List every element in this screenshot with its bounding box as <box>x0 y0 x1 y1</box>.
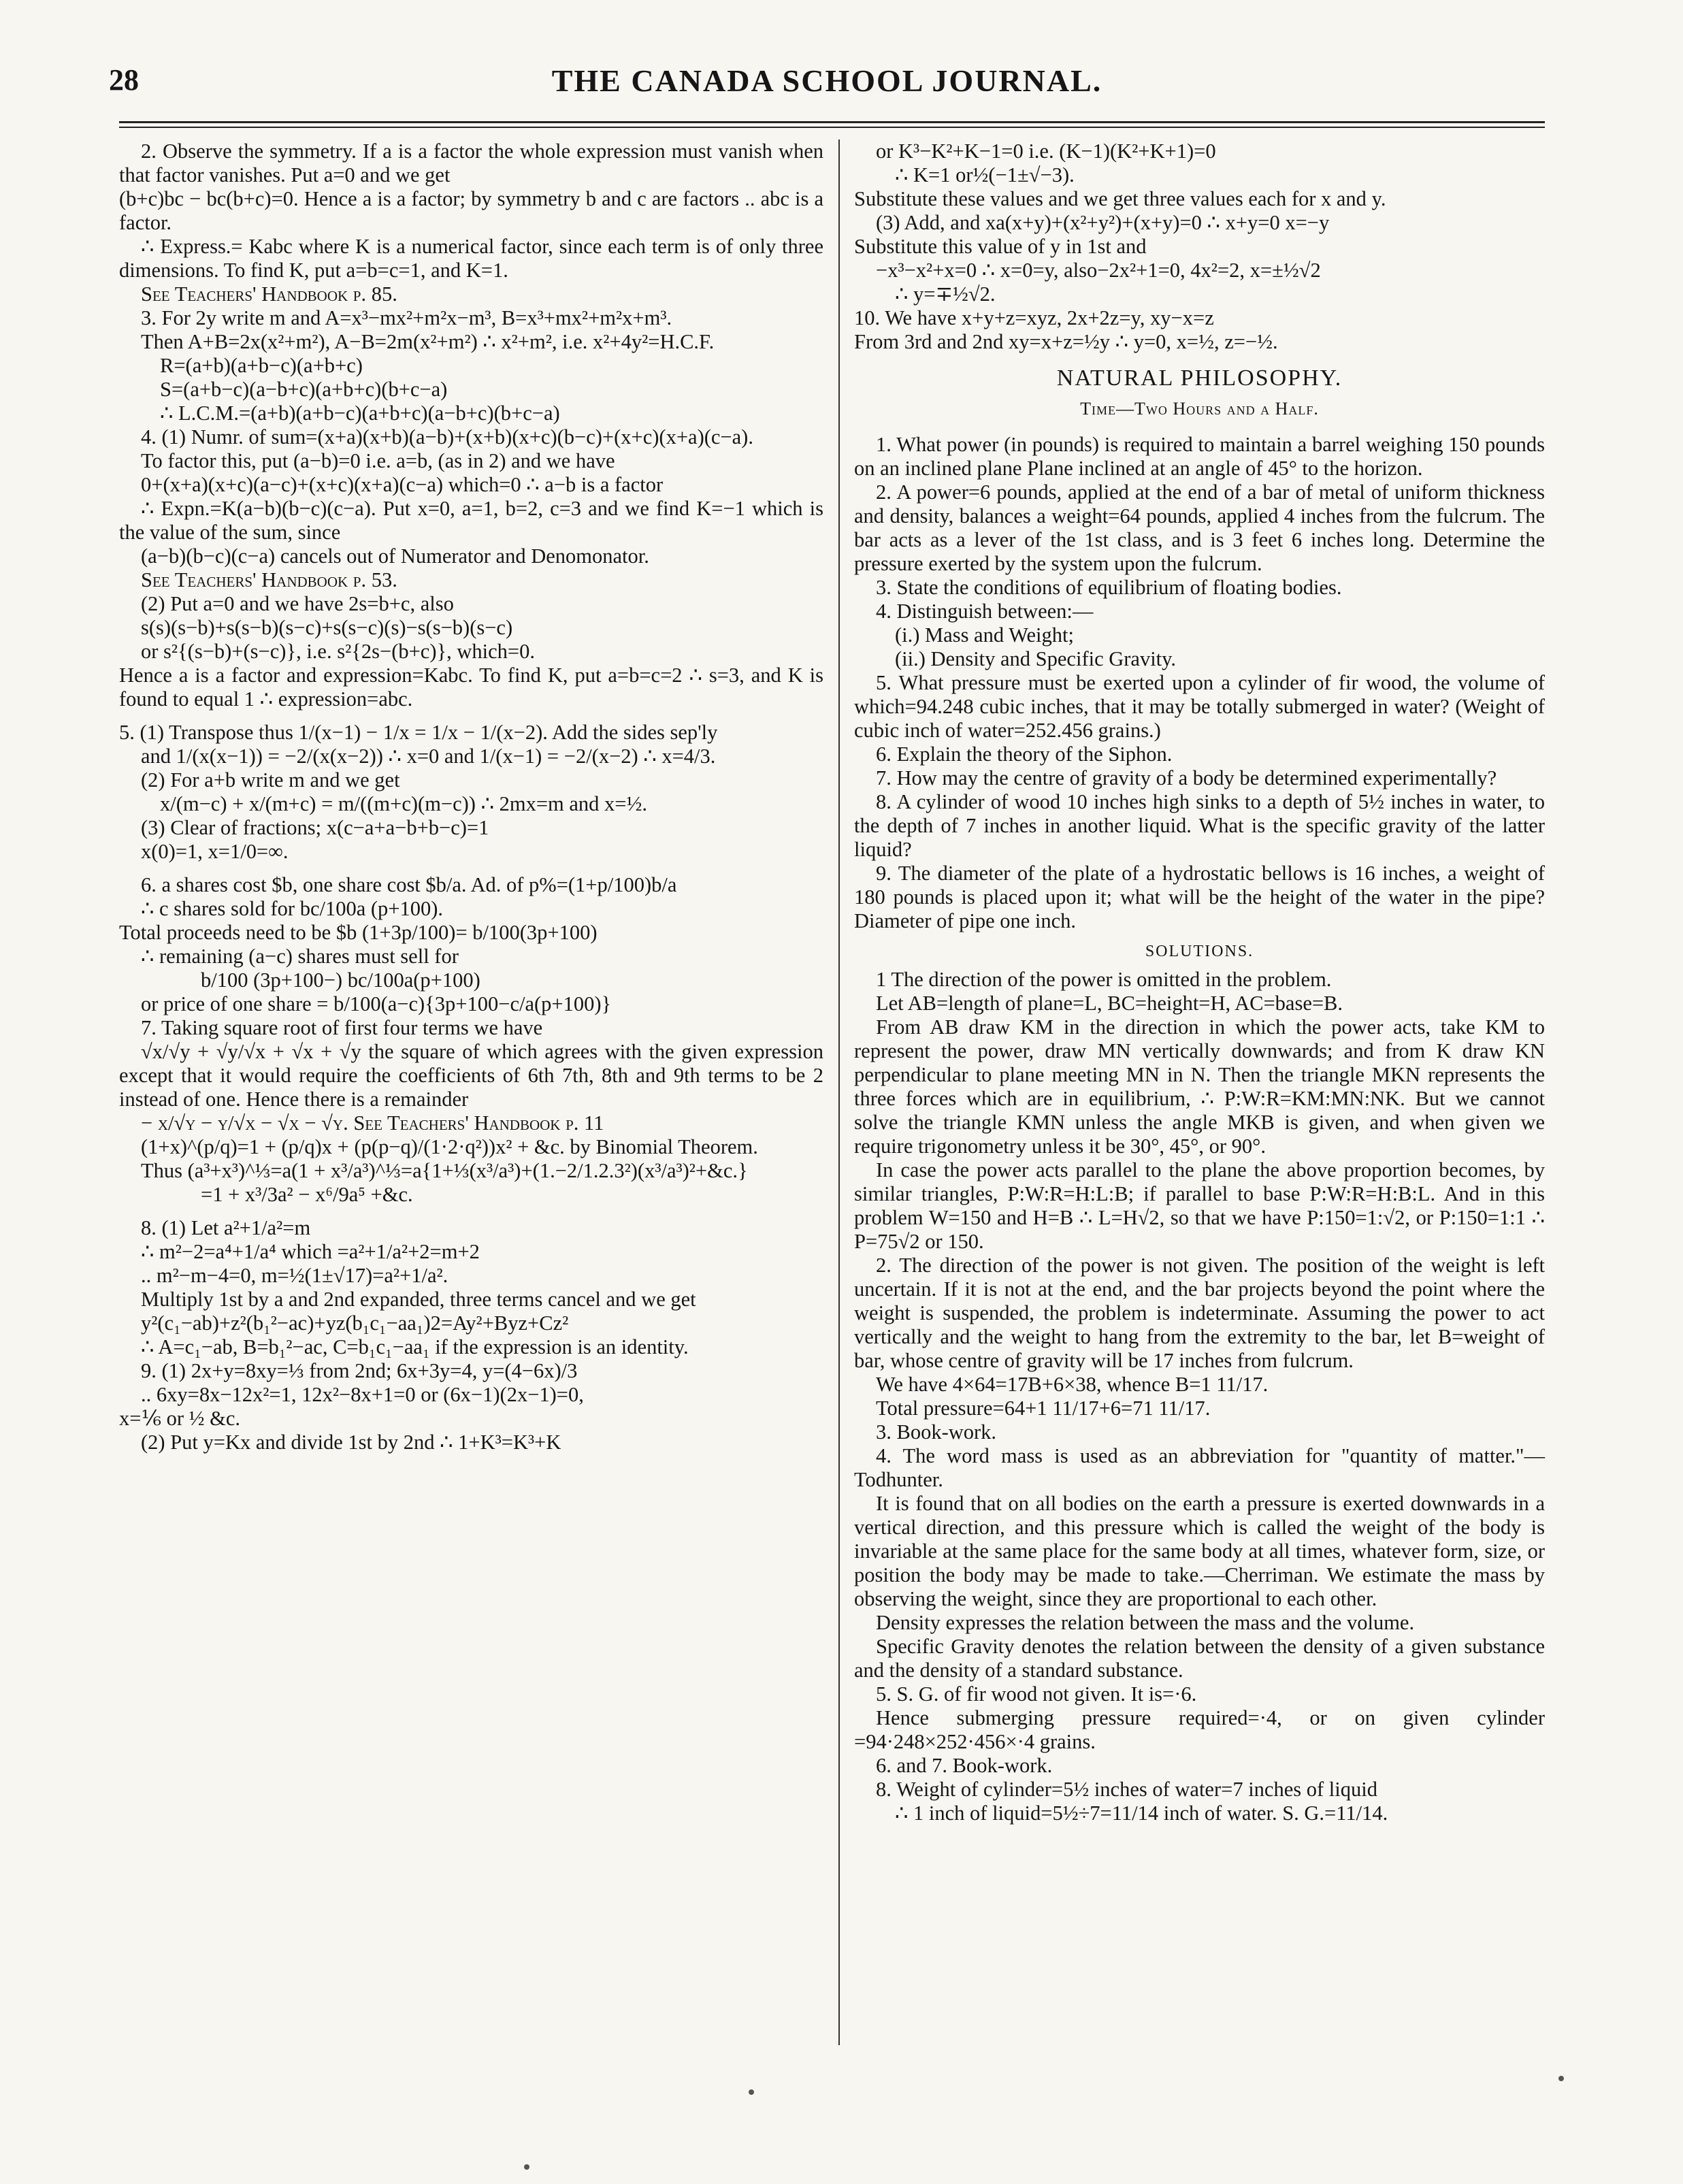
solution-item: 1 The direction of the power is omitted in the problem. <box>876 968 1332 991</box>
text-line: or K³−K²+K−1=0 i.e. (K−1)(K²+K+1)=0 <box>876 140 1216 163</box>
solution-item: 8. Weight of cylinder=5½ inches of water=7 inches of liquid <box>876 1778 1377 1801</box>
text-line: ∴ Express.= Kabc where K is a numerical factor, since each term is of only three dimensions. To find K, put a=b=c=1, and K=1. <box>119 235 823 282</box>
text-line: Then A+B=2x(x²+m²), A−B=2m(x²+m²) ∴ x²+m², i.e. x²+4y²=H.C.F. <box>141 330 715 353</box>
text-line: −x³−x²+x=0 ∴ x=0=y, also−2x²+1=0, 4x²=2, x=±½√2 <box>876 259 1321 282</box>
text-line: Hence a is a factor and expression=Kabc. To find K, put a=b=c=2 ∴ s=3, and K is found to equal 1 ∴ expression=abc. <box>119 664 823 711</box>
text-line: (2) Put y=Kx and divide 1st by 2nd ∴ 1+K³=K³+K <box>141 1431 561 1454</box>
section-subtitle: Time—Two Hours and a Half. <box>1080 399 1319 419</box>
question-item: 9. The diameter of the plate of a hydrostatic bellows is 16 inches, a weight of 180 pounds is placed upon it; what will be the height of the water in the pipe? Diameter of pipe one inch. <box>854 862 1545 932</box>
solution-item: It is found that on all bodies on the earth a pressure is exerted downwards in a vertical direction, and this pressure which is called the weight of the body is invariable at the same place for the same body at all times, whatever form, size, or position the body may be made to take.—Cherriman. We estimate the mass by observing the weight, since they are proportional to each other. <box>854 1492 1545 1610</box>
text-line: 0+(x+a)(x+c)(a−c)+(x+c)(x+a)(c−a) which=0 ∴ a−b is a factor <box>141 473 664 496</box>
solution-item: 6. and 7. Book-work. <box>876 1754 1053 1777</box>
question-item: 5. What pressure must be exerted upon a cylinder of fir wood, the volume of which=94.248 cubic inches, that it may be totally submerged in water? (Weight of cubic inch of water=252.456 grains.) <box>854 671 1545 742</box>
question-item: 2. A power=6 pounds, applied at the end of a bar of metal of uniform thickness and density, balances a weight=64 pounds, applied 4 inches from the fulcrum. The bar acts as a lever of the 1st class, and is 3 feet 6 inches long. Determine the pressure exerted by the system upon the fulcrum. <box>854 480 1545 575</box>
journal-title: THE CANADA SCHOOL JOURNAL. <box>551 63 1102 98</box>
question-item: 4. Distinguish between:— <box>876 600 1094 623</box>
solution-item: From AB draw KM in the direction in which the power acts, take KM to represent the power, draw MN vertically downwards; and from K draw KN perpendicular to plane meeting MN in N. Then the triangle MKN represents the three forces which are in equilibrium, ∴ P:W:R=KM:MN:NK. But we cannot solve the triangle KMN unless the angle MKB is given, and when given we require trigonometry unless it be 30°, 45°, or 90°. <box>854 1015 1545 1158</box>
text-line: and 1/(x(x−1)) = −2/(x(x−2)) ∴ x=0 and 1/(x−1) = −2/(x−2) ∴ x=4/3. <box>141 745 716 768</box>
header-rule-thin <box>119 127 1545 128</box>
text-line: 2. Observe the symmetry. If a is a factor the whole expression must vanish when that factor vanishes. Put a=0 and we get <box>119 140 823 186</box>
text-line: 8. (1) Let a²+1/a²=m <box>141 1216 311 1239</box>
text-line: 9. (1) 2x+y=8xy=⅓ from 2nd; 6x+3y=4, y=(4−6x)/3 <box>141 1359 578 1382</box>
text-line: 7. Taking square root of first four terms we have <box>141 1016 543 1039</box>
text-line: 3. For 2y write m and A=x³−mx²+m²x−m³, B=x³+mx²+m²x+m³. <box>141 306 672 329</box>
text-line: (3) Clear of fractions; x(c−a+a−b+b−c)=1 <box>141 816 489 839</box>
right-column <box>854 140 1545 1825</box>
solution-item: 4. The word mass is used as an abbreviation for "quantity of matter."—Todhunter. <box>854 1444 1545 1491</box>
text-line: 5. (1) Transpose thus 1/(x−1) − 1/x = 1/x − 1/(x−2). Add the sides sep'ly <box>119 721 718 744</box>
section-title: NATURAL PHILOSOPHY. <box>1056 365 1343 391</box>
question-item: 7. How may the centre of gravity of a body be determined experimentally? <box>876 766 1497 789</box>
text-line: ∴ c shares sold for bc/100a (p+100). <box>141 897 444 920</box>
solution-item: Density expresses the relation between the mass and the volume. <box>876 1611 1415 1634</box>
page-number: 28 <box>109 63 139 97</box>
text-line: See Teachers' Handbook p. 53. <box>141 568 397 591</box>
print-speck <box>749 2089 754 2095</box>
question-item: 1. What power (in pounds) is required to maintain a barrel weighing 150 pounds on an inclined plane Plane inclined at an angle of 45° to the horizon. <box>854 433 1545 480</box>
text-line: x/(m−c) + x/(m+c) = m/((m+c)(m−c)) ∴ 2mx=m and x=½. <box>160 792 648 815</box>
text-line: (2) For a+b write m and we get <box>141 768 400 792</box>
text-line: √x/√y + √y/√x + √x + √y the square of which agrees with the given expression except that it would require the coefficients of 6th 7th, 8th and 9th terms to be 2 instead of one. Hence there is a remainder <box>119 1040 823 1111</box>
text-line: or price of one share = b/100(a−c){3p+100−c/a(p+100)} <box>141 992 612 1015</box>
text-line: 10. We have x+y+z=xyz, 2x+2z=y, xy−x=z <box>854 306 1214 329</box>
text-line: x=⅙ or ½ &c. <box>119 1407 241 1430</box>
question-item: 3. State the conditions of equilibrium of floating bodies. <box>876 576 1342 599</box>
text-line: =1 + x³/3a² − x⁶/9a⁵ +&c. <box>201 1183 413 1206</box>
text-line: s(s)(s−b)+s(s−b)(s−c)+s(s−c)(s)−s(s−b)(s−c) <box>141 616 513 639</box>
text-line: See Teachers' Handbook p. 85. <box>141 282 397 306</box>
text-line: Thus (a³+x³)^⅓=a(1 + x³/a³)^⅓=a{1+⅓(x³/a³)+(1.−2/1.2.3²)(x³/a³)²+&c.} <box>141 1159 748 1182</box>
page-header <box>109 63 1545 110</box>
text-line: or s²{(s−b)+(s−c)}, i.e. s²{2s−(b+c)}, which=0. <box>141 640 535 663</box>
text-line: To factor this, put (a−b)=0 i.e. a=b, (as in 2) and we have <box>141 449 615 472</box>
solution-item: Specific Gravity denotes the relation between the density of a given substance and the density of a standard substance. <box>854 1635 1545 1682</box>
solution-item: 5. S. G. of fir wood not given. It is=·6. <box>876 1682 1197 1706</box>
text-line: Substitute this value of y in 1st and <box>854 235 1147 258</box>
text-line: .. 6xy=8x−12x²=1, 12x²−8x+1=0 or (6x−1)(2x−1)=0, <box>141 1383 584 1406</box>
text-line: ∴ A=c₁−ab, B=b₁²−ac, C=b₁c₁−aa₁ if the expression is an identity. <box>141 1335 689 1358</box>
text-line: .. m²−m−4=0, m=½(1±√17)=a²+1/a². <box>141 1264 448 1287</box>
text-line: S=(a+b−c)(a−b+c)(a+b+c)(b+c−a) <box>160 378 448 401</box>
text-line: Multiply 1st by a and 2nd expanded, three terms cancel and we get <box>141 1288 696 1311</box>
text-line: ∴ remaining (a−c) shares must sell for <box>141 945 459 968</box>
text-line: y²(c₁−ab)+z²(b₁²−ac)+yz(b₁c₁−aa₁)2=Ay²+Byz+Cz² <box>141 1311 569 1335</box>
column-divider <box>838 140 840 2045</box>
text-line: ∴ K=1 or½(−1±√−3). <box>895 163 1075 186</box>
text-line: Total proceeds need to be $b (1+3p/100)= b/100(3p+100) <box>119 921 598 944</box>
solution-item: ∴ 1 inch of liquid=5½÷7=11/14 inch of water. S. G.=11/14. <box>895 1802 1388 1825</box>
solution-item: Total pressure=64+1 11/17+6=71 11/17. <box>876 1397 1211 1420</box>
solution-item: In case the power acts parallel to the plane the above proportion becomes, by similar triangles, P:W:R=H:L:B; if parallel to base P:W:R=H:B:L. And in this problem W=150 and H=B ∴ L=H√2, so that we have P:150=1:√2, or P:150=1:1 ∴ P=75√2 or 150. <box>854 1158 1545 1253</box>
text-line: b/100 (3p+100−) bc/100a(p+100) <box>201 968 480 992</box>
text-line: ∴ y=∓½√2. <box>895 282 996 306</box>
text-line: − x/√y − y/√x − √x − √y. See Teachers' Handbook p. 11 <box>141 1111 604 1135</box>
text-line: R=(a+b)(a+b−c)(a+b+c) <box>160 354 363 377</box>
text-line: x(0)=1, x=1/0=∞. <box>141 840 289 863</box>
text-line: 4. (1) Numr. of sum=(x+a)(x+b)(a−b)+(x+b)(x+c)(b−c)+(x+c)(x+a)(c−a). <box>141 425 753 449</box>
question-item: (i.) Mass and Weight; <box>895 623 1074 647</box>
text-line: 6. a shares cost $b, one share cost $b/a. Ad. of p%=(1+p/100)b/a <box>141 873 677 896</box>
print-speck <box>1558 2076 1564 2081</box>
text-line: (a−b)(b−c)(c−a) cancels out of Numerator and Denomonator. <box>141 544 649 568</box>
solution-item: Hence submerging pressure required=·4, or on given cylinder =94·248×252·456×·4 grains. <box>854 1706 1545 1753</box>
question-item: 6. Explain the theory of the Siphon. <box>876 743 1173 766</box>
header-rule <box>119 121 1545 123</box>
left-column <box>119 140 823 1454</box>
text-line: ∴ m²−2=a⁴+1/a⁴ which =a²+1/a²+2=m+2 <box>141 1240 480 1263</box>
text-line: (2) Put a=0 and we have 2s=b+c, also <box>141 592 454 615</box>
text-line: ∴ L.C.M.=(a+b)(a+b−c)(a+b+c)(a−b+c)(b+c−a) <box>160 402 560 425</box>
solution-item: 3. Book-work. <box>876 1420 997 1444</box>
text-line: (1+x)^(p/q)=1 + (p/q)x + (p(p−q)/(1·2·q²))x² + &c. by Binomial Theorem. <box>141 1135 758 1158</box>
solution-item: 2. The direction of the power is not given. The position of the weight is left uncertain. If it is not at the end, and the bar projects beyond the point where the weight is suspended, the problem is indeterminate. Assuming the power to act vertically and the weight to hang from the extremity to the bar, let B=weight of bar, whose centre of gravity will be 17 inches from fulcrum. <box>854 1254 1545 1372</box>
question-item: (ii.) Density and Specific Gravity. <box>895 647 1177 670</box>
text-line: (b+c)bc − bc(b+c)=0. Hence a is a factor; by symmetry b and c are factors .. abc is a factor. <box>119 187 823 234</box>
text-line: ∴ Expn.=K(a−b)(b−c)(c−a). Put x=0, a=1, b=2, c=3 and we find K=−1 which is the value of the sum, since <box>119 497 823 544</box>
solution-item: We have 4×64=17B+6×38, whence B=1 11/17. <box>876 1373 1269 1396</box>
print-speck <box>524 2164 529 2170</box>
text-line: Substitute these values and we get three values each for x and y. <box>854 187 1386 210</box>
solutions-title: SOLUTIONS. <box>1145 943 1254 960</box>
question-item: 8. A cylinder of wood 10 inches high sinks to a depth of 5½ inches in water, to the depth of 7 inches in another liquid. What is the specific gravity of the latter liquid? <box>854 790 1545 861</box>
text-line: (3) Add, and xa(x+y)+(x²+y²)+(x+y)=0 ∴ x+y=0 x=−y <box>876 211 1330 234</box>
text-line: From 3rd and 2nd xy=x+z=½y ∴ y=0, x=½, z=−½. <box>854 330 1278 353</box>
solution-item: Let AB=length of plane=L, BC=height=H, AC=base=B. <box>876 992 1343 1015</box>
